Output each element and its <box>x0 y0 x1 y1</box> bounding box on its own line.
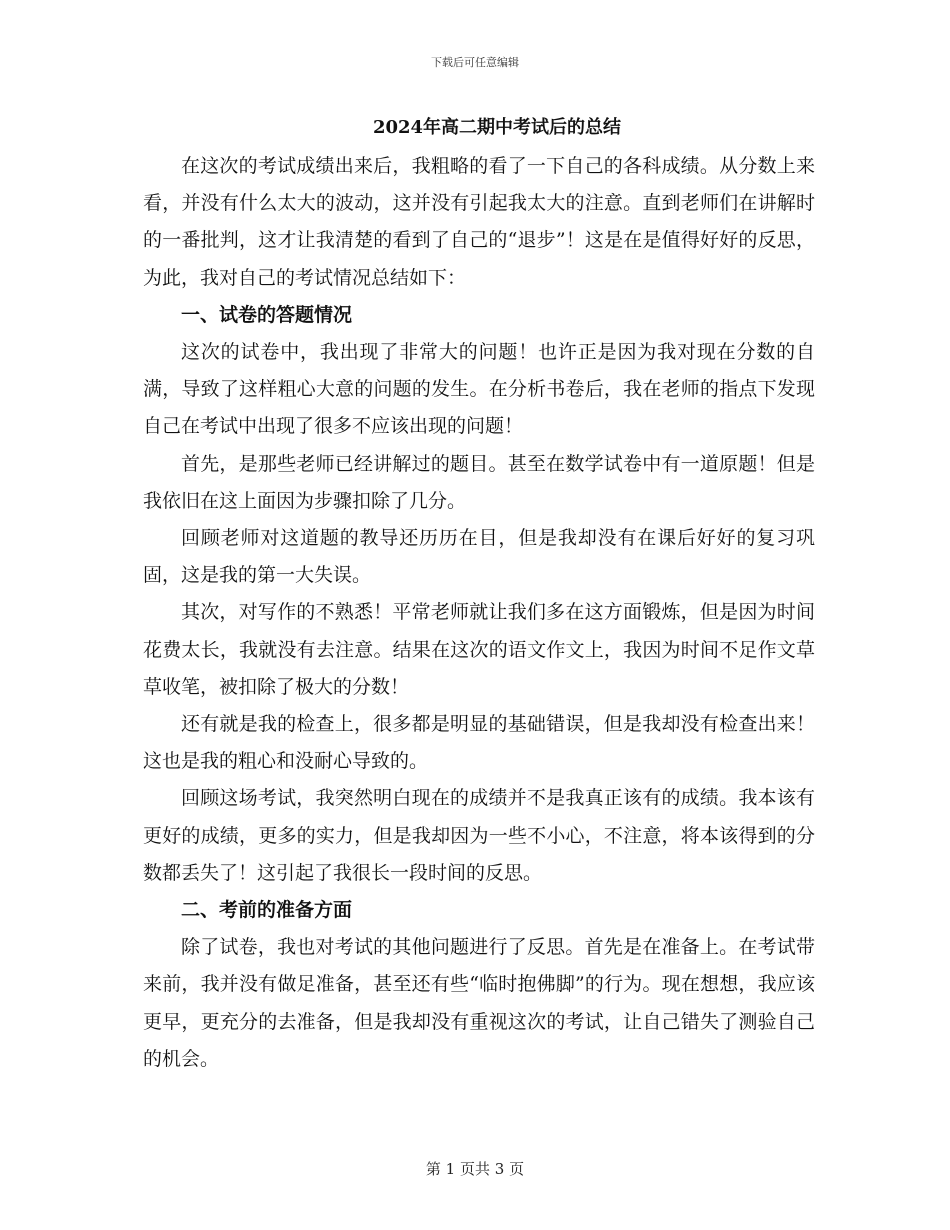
paragraph: 回顾老师对这道题的教导还历历在目，但是我却没有在课后好好的复习巩固，这是我的第一大失误。 <box>143 527 815 587</box>
paragraph: 回顾这场考试，我突然明白现在的成绩并不是我真正该有的成绩。我本该有更好的成绩，更多的实力，但是我却因为一些不小心，不注意，将本该得到的分数都丢失了！这引起了我很长一段时间的反思。 <box>143 787 815 884</box>
document-title: 2024年高二期中考试后的总结 <box>372 117 622 138</box>
paragraph: 这次的试卷中，我出现了非常大的问题！也许正是因为我对现在分数的自满，导致了这样粗心大意的问题的发生。在分析书卷后，我在老师的指点下发现自己在考试中出现了很多不应该出现的问题！ <box>143 341 815 438</box>
paragraph: 首先，是那些老师已经讲解过的题目。甚至在数学试卷中有一道原题！但是我依旧在这上面因为步骤扣除了几分。 <box>143 452 815 512</box>
paragraph: 其次，对写作的不熟悉！平常老师就让我们多在这方面锻炼，但是因为时间花费太长，我就没有去注意。结果在这次的语文作文上，我因为时间不足作文草草收笔，被扣除了极大的分数！ <box>143 601 815 698</box>
section-heading-2: 二、考前的准备方面 <box>181 899 353 922</box>
intro-paragraph: 在这次的考试成绩出来后，我粗略的看了一下自己的各科成绩。从分数上来看，并没有什么太大的波动，这并没有引起我太大的注意。直到老师们在讲解时的一番批判，这才让我清楚的看到了自己的“退步”！这是在是值得好好的反思，为此，我对自己的考试情况总结如下： <box>143 155 815 289</box>
section-heading-1: 一、试卷的答题情况 <box>181 303 353 326</box>
paragraph: 除了试卷，我也对考试的其他问题进行了反思。首先是在准备上。在考试带来前，我并没有做足准备，甚至还有些“临时抱佛脚”的行为。现在想想，我应该更早，更充分的去准备，但是我却没有重视这次的考试，让自己错失了测验自己的机会。 <box>143 936 815 1070</box>
page-number-footer: 第 1 页共 3 页 <box>425 1160 525 1178</box>
paragraph: 还有就是我的检查上，很多都是明显的基础错误，但是我却没有检查出来！这也是我的粗心和没耐心导致的。 <box>143 713 815 773</box>
document-body <box>143 113 815 1078</box>
page-header-note: 下载后可任意编辑 <box>431 56 519 69</box>
